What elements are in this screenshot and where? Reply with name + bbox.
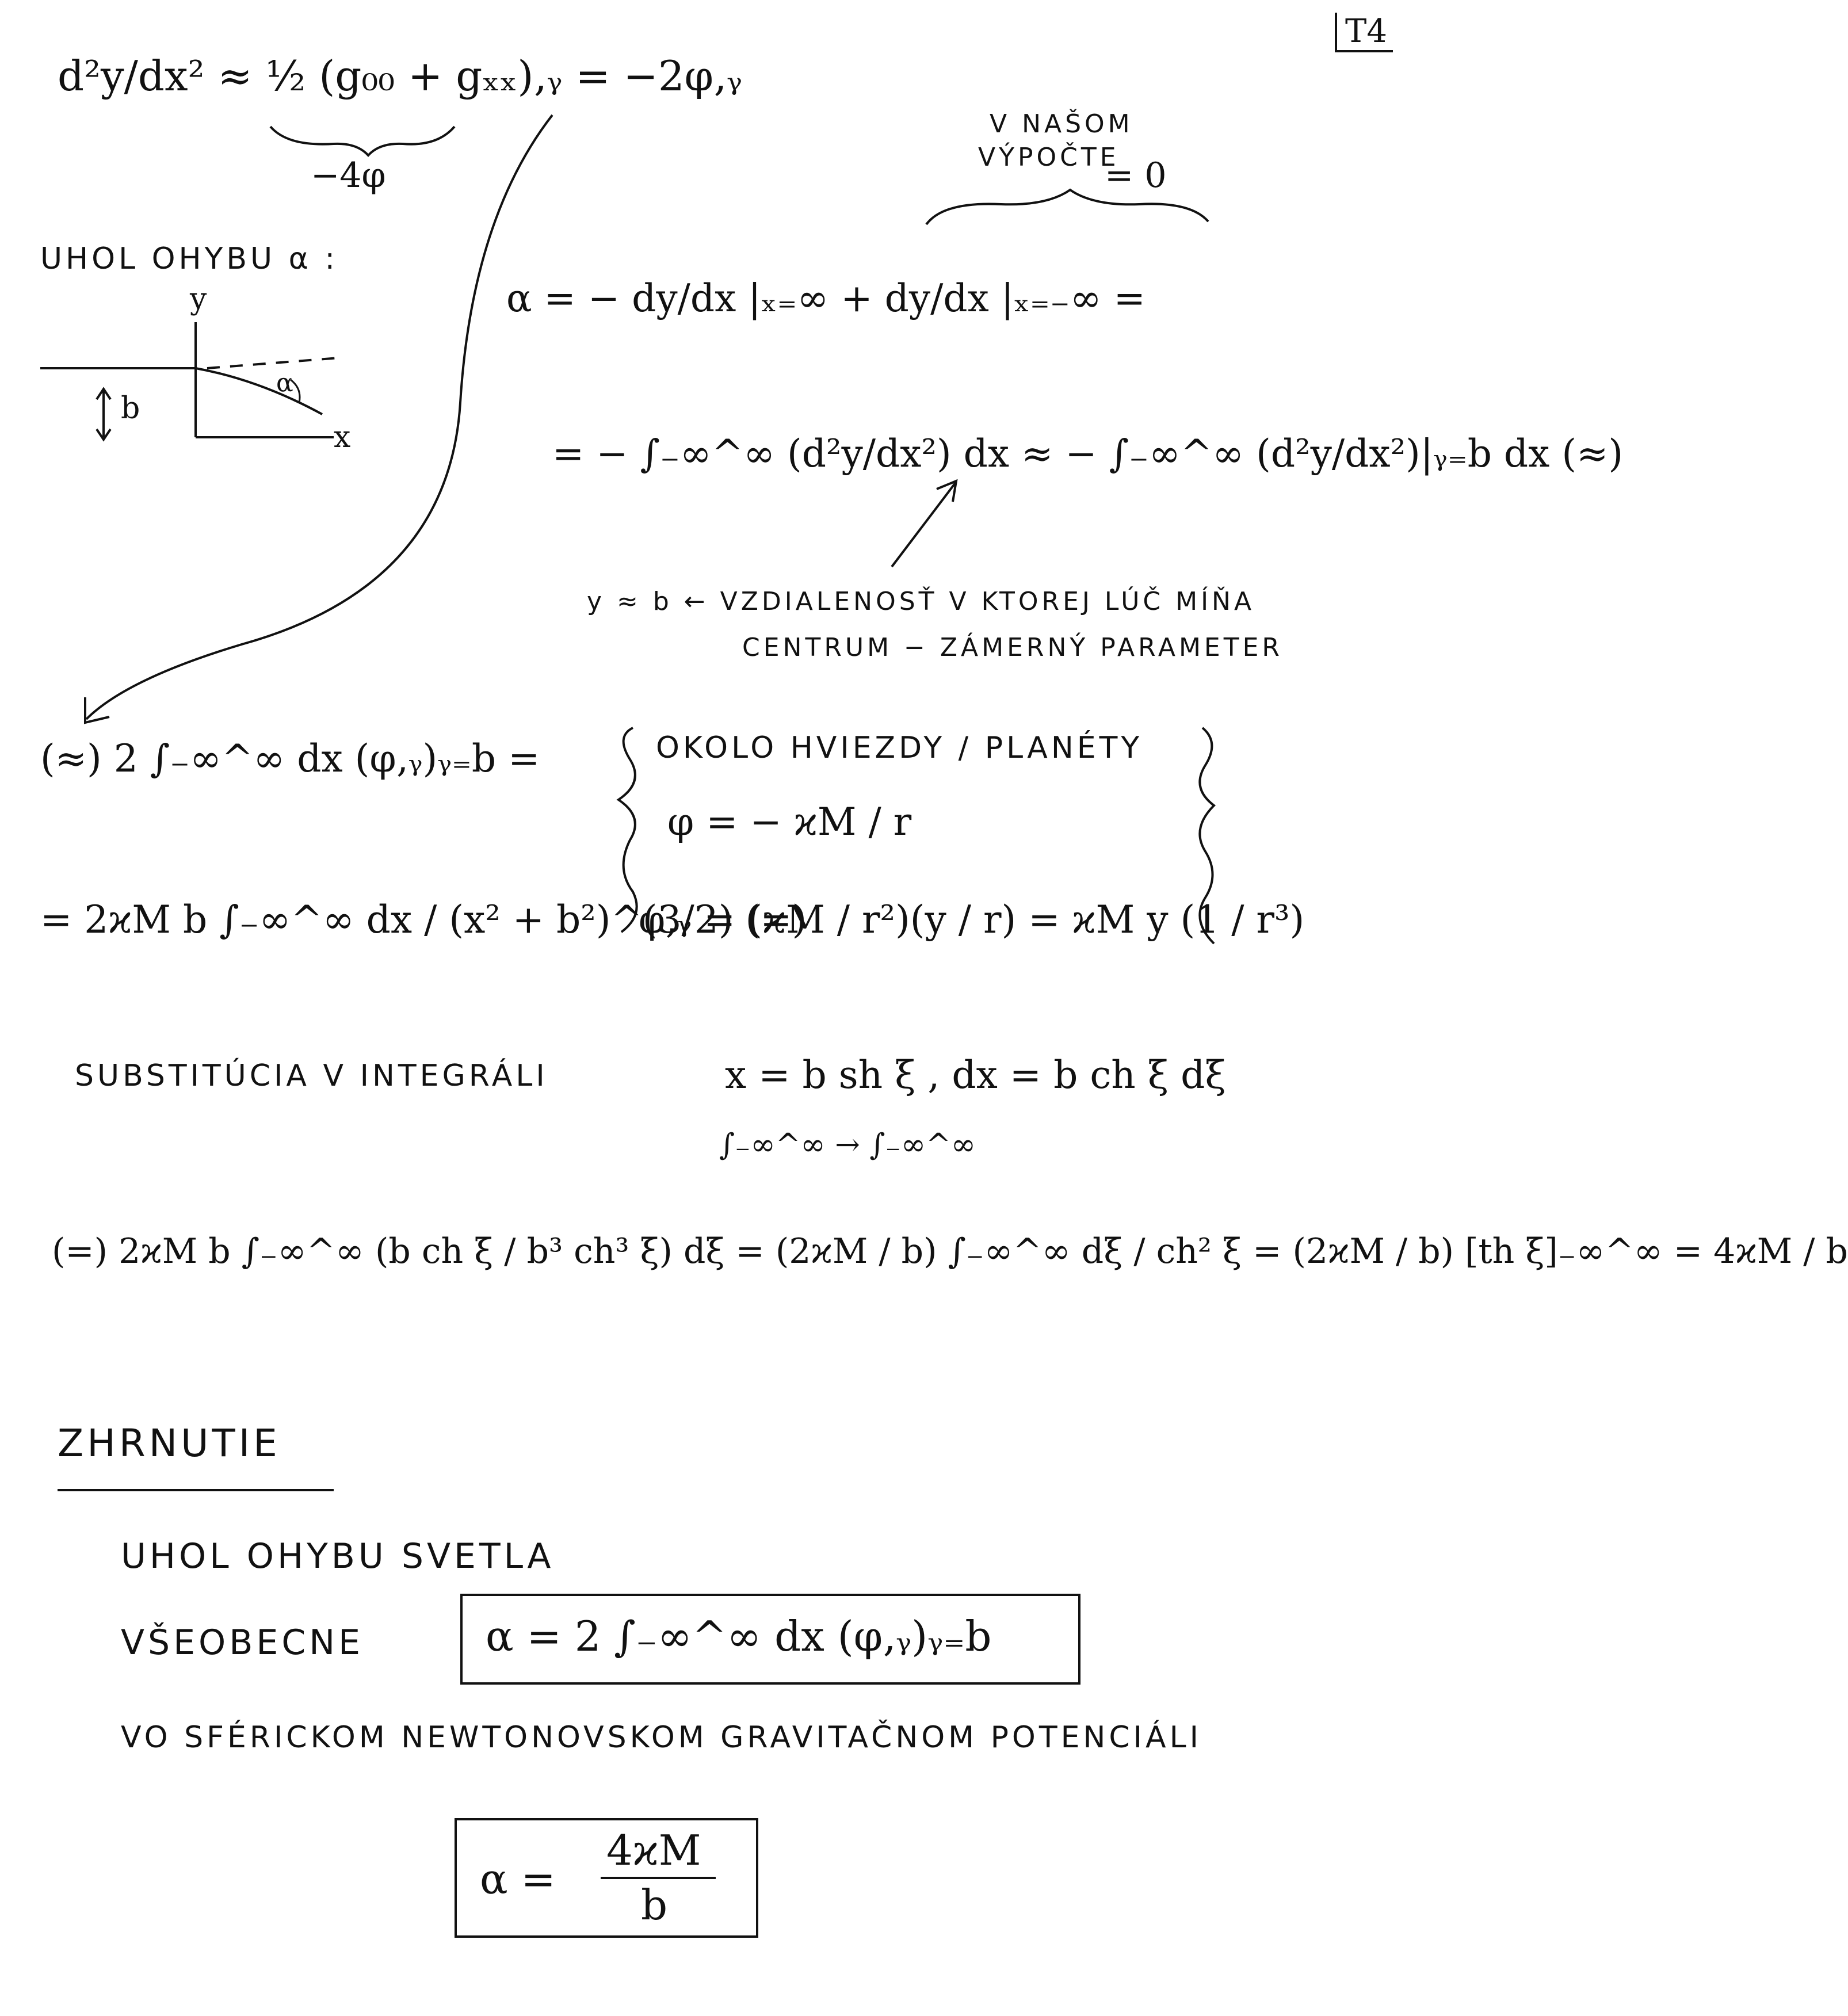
geodesic-approx-equation: d²y/dx² ≈ ½ (g₀₀ + gₓₓ)‚ᵧ = −2φ‚ᵧ — [58, 52, 743, 100]
newtonian-formula-denominator: b — [641, 1881, 668, 1929]
substitution-label: SUBSTITÚCIA V INTEGRÁLI — [75, 1059, 548, 1093]
newtonian-potential-equation: φ = − ϰM / r — [667, 800, 912, 844]
newtonian-formula-lhs: α = — [480, 1855, 556, 1903]
note-in-our-calc-line1: V NAŠOM — [990, 109, 1133, 139]
summary-line-bending-angle: UHOL OHYBU SVETLA — [121, 1536, 555, 1576]
newtonian-formula-box — [455, 1818, 758, 1938]
metric-sum-underbrace-value: −4φ — [311, 155, 386, 196]
general-formula: α = 2 ∫₋∞^∞ dx (φ‚ᵧ)ᵧ₌b — [486, 1612, 992, 1660]
substitution-limits: ∫₋∞^∞ → ∫₋∞^∞ — [719, 1128, 976, 1162]
substitution-equation: x = b sh ξ , dx = b ch ξ dξ — [725, 1053, 1226, 1097]
bending-angle-integral: = − ∫₋∞^∞ (d²y/dx²) dx ≈ − ∫₋∞^∞ (d²y/dx²)|ᵧ₌b dx (≈) — [552, 432, 1624, 476]
approx-note-line2: CENTRUM − ZÁMERNÝ PARAMETER — [742, 633, 1283, 662]
approx-note-line1: y ≈ b ← VZDIALENOSŤ V KTOREJ LÚČ MÍŇA — [587, 587, 1255, 616]
summary-line-spherical-potential: VO SFÉRICKOM NEWTONOVSKOM GRAVITAČNOM POTENCIÁLI — [121, 1720, 1202, 1755]
bending-angle-definition: α = − dy/dx |ₓ₌∞ + dy/dx |ₓ₌₋∞ = — [506, 276, 1146, 320]
potential-derivative-equation: φ‚ᵧ = (ϰM / r²)(y / r) = ϰM y (1 / r³) — [639, 898, 1305, 942]
diagram-y-axis-label: y — [190, 282, 207, 316]
diagram-impact-parameter-label: b — [121, 391, 140, 426]
note-in-our-calc-value: = 0 — [1105, 155, 1167, 196]
diagram-angle-label: α — [276, 368, 293, 398]
note-in-our-calc-line2: VÝPOČTE — [978, 143, 1120, 172]
newtonian-formula-numerator: 4ϰM — [606, 1826, 701, 1874]
general-formula-box — [460, 1594, 1080, 1685]
brace-title: OKOLO HVIEZDY / PLANÉTY — [656, 731, 1143, 765]
diagram-x-axis-label: x — [334, 420, 351, 455]
bending-angle-heading: UHOL OHYBU α : — [40, 242, 338, 276]
substitution-result-chain: (=) 2ϰM b ∫₋∞^∞ (b ch ξ / b³ ch³ ξ) dξ = (2ϰM / b) ∫₋∞^∞ dξ / ch² ξ = (2ϰM / b) [th ξ]₋∞^∞ = 4ϰM / b — [52, 1231, 1848, 1272]
bending-angle-potential-form: (≈) 2 ∫₋∞^∞ dx (φ‚ᵧ)ᵧ₌b = — [40, 736, 540, 781]
page-number-tag: T4 — [1335, 13, 1393, 52]
bending-angle-integral-form: = 2ϰM b ∫₋∞^∞ dx / (x² + b²)^(3/2) (=) — [40, 898, 807, 942]
summary-line-general: VŠEOBECNE — [121, 1622, 364, 1663]
summary-heading: ZHRNUTIE — [58, 1421, 281, 1465]
fraction-bar — [601, 1877, 716, 1879]
